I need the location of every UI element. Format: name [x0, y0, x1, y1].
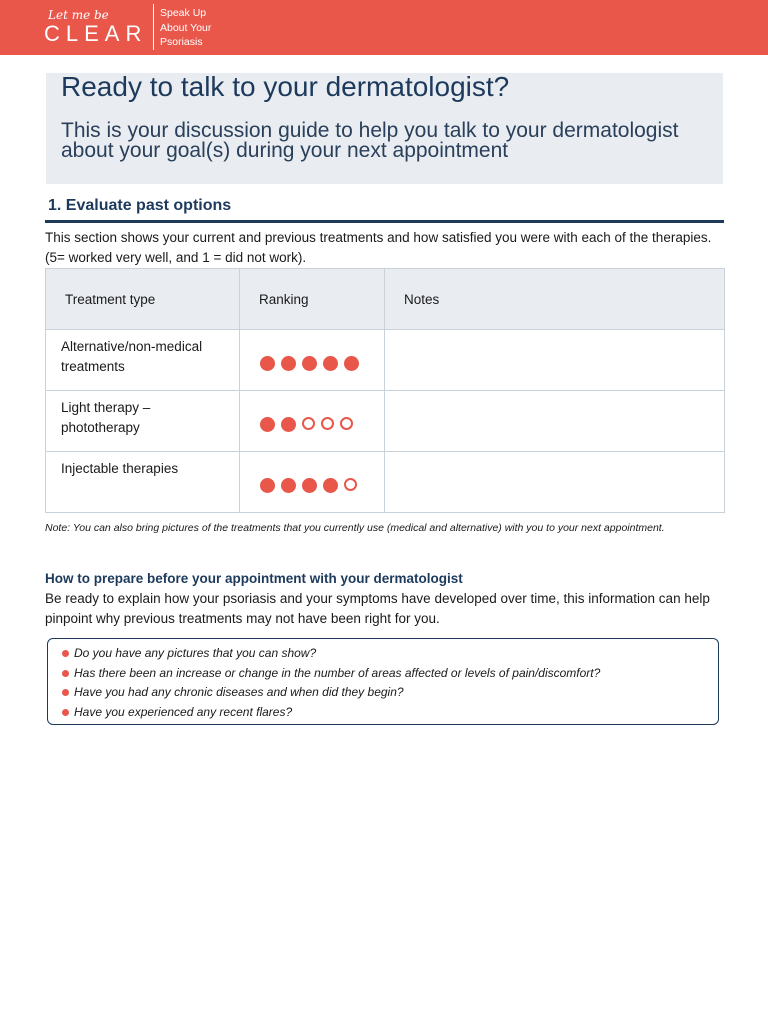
question-list [62, 644, 718, 722]
prepare-text: Be ready to explain how your psoriasis and your symptoms have developed over time, this information can help pinpoint why previous treatments may not have been right for you. [45, 591, 710, 626]
table-row [46, 330, 725, 391]
notes-text[interactable] [385, 391, 724, 398]
rating-dot-filled-icon [344, 356, 359, 371]
page-title: Ready to talk to your dermatologist? [61, 71, 510, 102]
logo-wordmark: CLEAR [44, 21, 148, 46]
question-item [62, 703, 718, 723]
notes-cell[interactable] [385, 391, 725, 452]
treatment-table [45, 268, 725, 513]
question-item [62, 683, 718, 703]
column-header-ranking: Ranking [240, 269, 385, 330]
prepare-title: How to prepare before your appointment with your dermatologist [45, 571, 463, 586]
table-row [46, 452, 725, 513]
ranking-cell [240, 452, 385, 513]
column-header-treatment: Treatment type [46, 269, 240, 330]
rating-dot-filled-icon [260, 417, 275, 432]
rating-dot-filled-icon [260, 478, 275, 493]
hero-panel [46, 73, 723, 184]
column-header-notes: Notes [385, 269, 725, 330]
notes-cell[interactable] [385, 330, 725, 391]
tagline-line: Psoriasis [160, 36, 203, 48]
question-item [62, 644, 718, 664]
question-text: Do you have any pictures that you can show? [74, 646, 317, 660]
treatment-cell [46, 391, 240, 452]
tagline-line: About Your [160, 21, 212, 34]
bullet-dot-icon [62, 670, 69, 677]
rating-dot-filled-icon [281, 417, 296, 432]
rating-dot-filled-icon [323, 356, 338, 371]
section-divider [45, 220, 724, 223]
question-text: Have you experienced any recent flares? [74, 704, 293, 719]
rating-dots [240, 391, 384, 432]
treatment-name: Alternative/non-medical treatments [61, 339, 203, 374]
notes-cell[interactable] [385, 452, 725, 513]
table-header-row [46, 269, 725, 330]
section-intro: This section shows your current and previous treatments and how satisfied you were with each of the therapies. (5= worked very well, and 1 = did not work). [45, 230, 712, 265]
treatment-name: Light therapy – phototherapy [61, 400, 151, 435]
rating-dot-empty-icon [344, 478, 357, 491]
question-item [62, 664, 718, 684]
logo [44, 8, 147, 46]
notes-text[interactable] [385, 330, 724, 337]
question-box [47, 638, 719, 725]
notes-text[interactable] [385, 452, 724, 459]
section-title: 1. Evaluate past options [48, 197, 232, 214]
page-subtitle: This is your discussion guide to help you talk to your dermatologist about your goal(s) during your next appointment [61, 119, 679, 162]
rating-dot-filled-icon [281, 478, 296, 493]
question-text: Has there been an increase or change in the number of areas affected or levels of pain/discomfort? [74, 665, 601, 680]
ranking-cell [240, 391, 385, 452]
rating-dot-filled-icon [281, 356, 296, 371]
treatment-cell [46, 330, 240, 391]
header-bar [0, 0, 768, 55]
logo-divider [153, 4, 154, 50]
rating-dot-filled-icon [302, 478, 317, 493]
tagline-line: Speak Up [160, 7, 207, 19]
treatment-cell [46, 452, 240, 513]
rating-dots [240, 452, 384, 493]
rating-dot-filled-icon [323, 478, 338, 493]
table-row [46, 391, 725, 452]
bullet-dot-icon [62, 709, 69, 716]
rating-dot-filled-icon [260, 356, 275, 371]
treatment-name: Injectable therapies [61, 461, 179, 476]
rating-dot-empty-icon [340, 417, 353, 430]
question-text: Have you had any chronic diseases and when did they begin? [74, 685, 404, 699]
rating-dot-empty-icon [302, 417, 315, 430]
rating-dots [240, 330, 384, 371]
tagline [160, 6, 211, 50]
rating-dot-filled-icon [302, 356, 317, 371]
ranking-cell [240, 330, 385, 391]
bullet-dot-icon [62, 689, 69, 696]
table-note: Note: You can also bring pictures of the treatments that you currently use (medical and alternative) with you to your next appointment. [45, 522, 665, 534]
logo-script: Let me be [48, 8, 109, 22]
rating-dot-empty-icon [321, 417, 334, 430]
bullet-dot-icon [62, 650, 69, 657]
